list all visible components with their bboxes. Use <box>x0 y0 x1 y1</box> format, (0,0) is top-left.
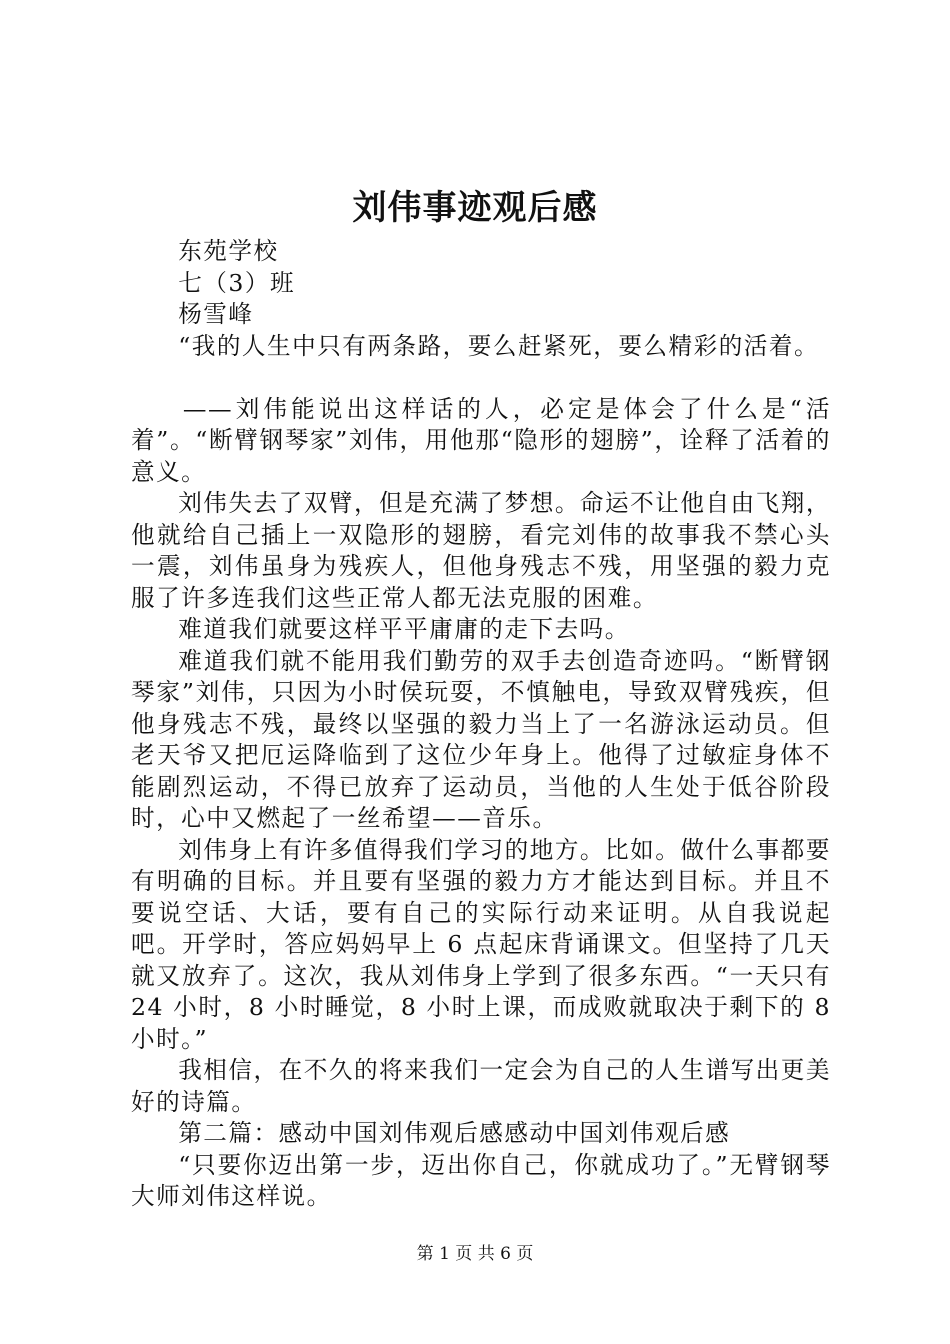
paragraph: 难道我们就不能用我们勤劳的双手去创造奇迹吗。“断臂钢琴家”刘伟，只因为小时侯玩耍，不慎触电，导致双臂残疾，但他身残志不残，最终以坚强的毅力当上了一名游泳运动员。但老天爷又把厄运降临到了这位少年身上。他得了过敏症身体不能剧烈运动，不得已放弃了运动员，当他的人生处于低谷阶段时，心中又燃起了一丝希望——音乐。 <box>131 646 831 832</box>
paragraph: 难道我们就要这样平平庸庸的走下去吗。 <box>178 615 630 643</box>
paragraph: ——刘伟能说出这样话的人，必定是体会了什么是“活着”。“断臂钢琴家”刘伟，用他那“隐形的翅膀”，诠释了活着的意义。 <box>131 394 831 486</box>
document-body <box>131 236 831 1213</box>
paragraph-quote: “我的人生中只有两条路，要么赶紧死，要么精彩的活着。 <box>178 331 820 360</box>
document-title: 刘伟事迹观后感 <box>352 188 598 228</box>
class-name: 七（3）班 <box>178 268 296 297</box>
paragraph: 刘伟身上有许多值得我们学习的地方。比如。做什么事都要有明确的目标。并且要有坚强的毅力方才能达到目标。并且不要说空话、大话，要有自己的实际行动来证明。从自我说起吧。开学时，答应妈妈早上 6 点起床背诵课文。但坚持了几天就又放弃了。这次，我从刘伟身上学到了很多东西。“一天只有 24 小时，8 小时睡觉，8 小时上课，而成败就取决于剩下的 8 小时。” <box>131 835 831 1053</box>
school-name: 东苑学校 <box>178 237 279 265</box>
page-number: 第 1 页 共 6 页 <box>416 1244 534 1264</box>
paragraph: 我相信，在不久的将来我们一定会为自己的人生谱写出更美好的诗篇。 <box>131 1056 831 1116</box>
paragraph: “只要你迈出第一步，迈出你自己，你就成功了。”无臂钢琴大师刘伟这样说。 <box>131 1150 831 1210</box>
author-name: 杨雪峰 <box>178 300 254 328</box>
paragraph: 刘伟失去了双臂，但是充满了梦想。命运不让他自由飞翔，他就给自己插上一双隐形的翅膀，看完刘伟的故事我不禁心头一震，刘伟虽身为残疾人，但他身残志不残，用坚强的毅力克服了许多连我们这些正常人都无法克服的困难。 <box>131 489 831 612</box>
section-heading: 第二篇：感动中国刘伟观后感感动中国刘伟观后感 <box>178 1119 731 1147</box>
